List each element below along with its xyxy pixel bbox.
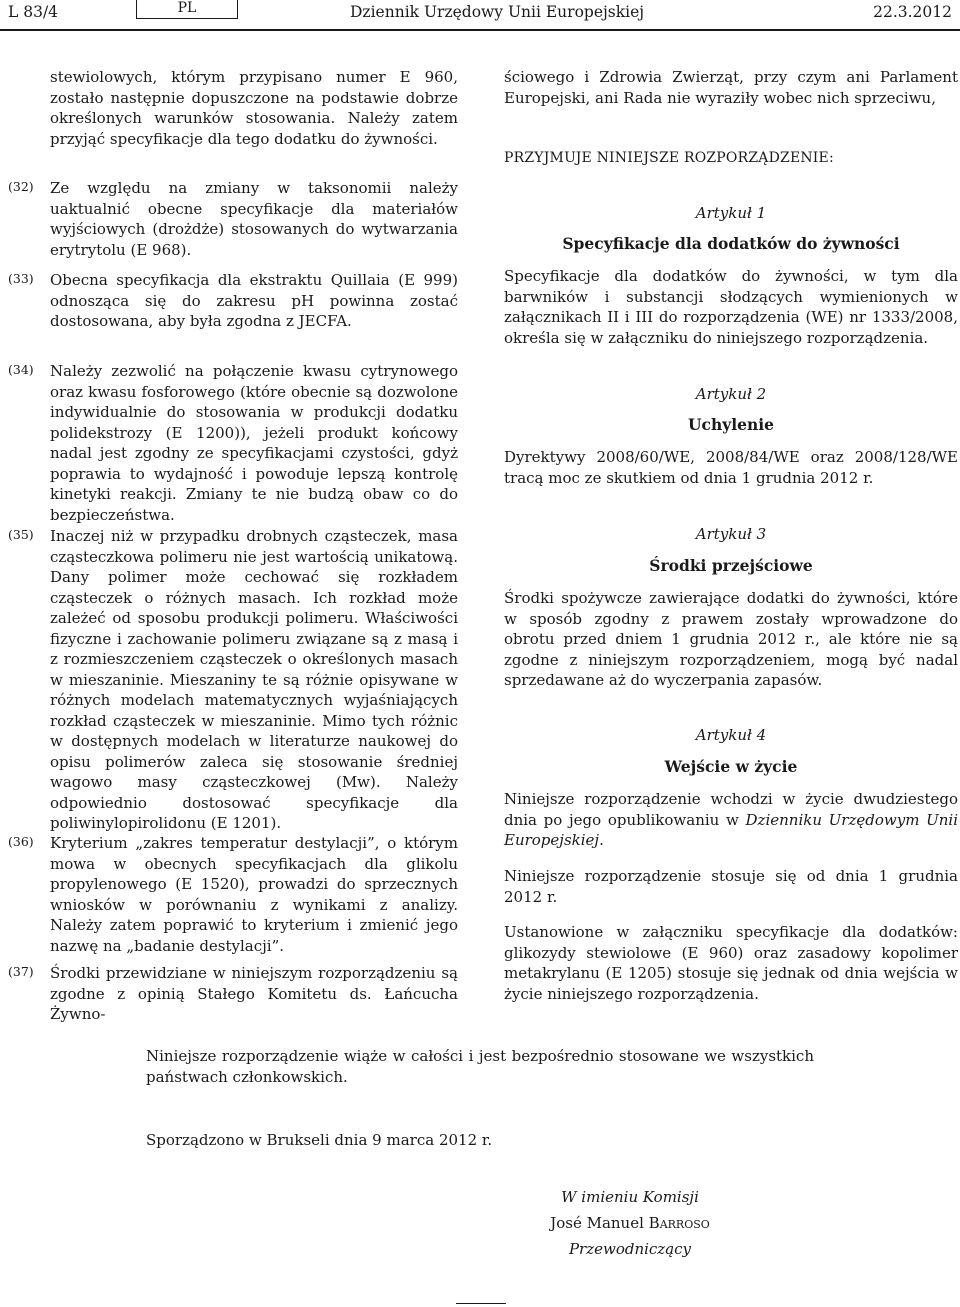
journal-reference: Dzienniku Urzędowym Unii Europejskiej bbox=[504, 810, 958, 849]
article-4-paragraph-3: Ustanowione w załączniku specyfikacje dla dodatków: glikozydy stewiolowe (E 960) oraz zasadowy kopolimer metakrylanu (E 1205) stosuje się jednak od dnia wejścia w życie niniejszego rozporządzenia. bbox=[504, 923, 958, 1003]
article-2-number: Artykuł 2 bbox=[695, 385, 767, 403]
issue-date: 22.3.2012 bbox=[873, 3, 952, 21]
article-1-number: Artykuł 1 bbox=[695, 204, 767, 222]
recital-number: (32) bbox=[8, 179, 34, 194]
recital-text: Środki przewidziane w niniejszym rozporządzeniu są zgodne z opinią Stałego Komitetu ds. Łańcucha Żywno- bbox=[50, 964, 458, 1023]
article-1-title: Specyfikacje dla dodatków do żywności bbox=[562, 234, 900, 253]
recital-34 bbox=[8, 361, 458, 525]
article-2-title: Uchylenie bbox=[688, 415, 774, 434]
article-2-paragraph: Dyrektywy 2008/60/WE, 2008/84/WE oraz 2008/128/WE tracą moc ze skutkiem od dnia 1 grudnia 2012 r. bbox=[504, 448, 958, 487]
recital-37 bbox=[8, 963, 458, 1025]
left-intro-paragraph: stewiolowych, którym przypisano numer E 960, zostało następnie dopuszczone na podstawie dobrze określonych warunków stosowania. Należy zatem przyjąć specyfikacje dla tego dodatku do żywności. bbox=[50, 68, 458, 148]
recital-text: Kryterium „zakres temperatur destylacji”, o którym mowa w obecnych specyfikacjach dla glikolu propylenowego (E 1520), prowadzi do sprzecznych wniosków w porównaniu z wynikami z analizy. Należy zatem poprawić to kryterium i zmienić jego nazwę na „badanie destylacji”. bbox=[50, 834, 458, 955]
journal-header bbox=[0, 0, 960, 24]
signatory-name bbox=[500, 1213, 760, 1233]
article-4-title: Wejście w życie bbox=[664, 757, 798, 776]
header-rule bbox=[0, 29, 960, 31]
recital-number: (35) bbox=[8, 527, 34, 542]
recital-text: Należy zezwolić na połączenie kwasu cytrynowego oraz kwasu fosforowego (które obecnie są dozwolone indywidualnie do stosowania w produkcji dodatku polidekstrozy (E 1200)), jeżeli produkt końcowy nadal jest zgodny ze specyfikacjami czystości, gdyż poprawia to wydajność i powoduje lepszą kontrolę kinetyki reakcji. Zmiany te nie budzą obaw co do bezpieczeństwa. bbox=[50, 362, 458, 524]
recital-number: (34) bbox=[8, 362, 34, 377]
recital-35 bbox=[8, 526, 458, 834]
recital-text: Inaczej niż w przypadku drobnych cząsteczek, masa cząsteczkowa polimeru nie jest wartością unikatową. Dany polimer może cechować się rozkładem cząsteczek o różnych masach. Ich rozkład może zależeć od sposobu produkcji polimeru. Właściwości fizyczne i zachowanie polimeru związane są z masą i z rozmieszczeniem cząsteczek o określonych masach w mieszaninie. Mieszaniny te są różnie opisywane w różnych modelach matematycznych wyjaśniających rozkład cząsteczek w mieszaninie. Mimo tych różnic w dostępnych modelach w literaturze naukowej do opisu polimerów zaleca się stosowanie średniej wagowo masy cząsteczkowej (Mw). Należy odpowiednio dostosować specyfikacje dla poliwinylopirolidonu (E 1201). bbox=[50, 527, 458, 832]
article-1-paragraph: Specyfikacje dla dodatków do żywności, w tym dla barwników i substancji słodzących wymienionych w załącznikach II i III do rozporządzenia (WE) nr 1333/2008, określa się w załączniku do niniejszego rozporządzenia. bbox=[504, 267, 958, 347]
right-intro-paragraph: ściowego i Zdrowia Zwierząt, przy czym ani Parlament Europejski, ani Rada nie wyraziły wobec nich sprzeciwu, bbox=[504, 68, 958, 107]
article-3-paragraph: Środki spożywcze zawierające dodatki do żywności, które w sposób zgodny z prawem zostały wprowadzone do obrotu przed dniem 1 grudnia 2012 r., ale które nie są zgodne z niniejszym rozporządzeniem, mogą być nadal sprzedawane aż do wyczerpania zapasów. bbox=[504, 589, 958, 689]
recital-number: (33) bbox=[8, 271, 34, 286]
signatory-first-name: José Manuel bbox=[550, 1214, 644, 1232]
end-rule bbox=[456, 1303, 506, 1304]
recital-32 bbox=[8, 178, 458, 260]
adoption-formula: PRZYJMUJE NINIEJSZE ROZPORZĄDZENIE: bbox=[504, 150, 834, 166]
recital-text: Ze względu na zmiany w taksonomii należy uaktualnić obecne specyfikacje dla materiałów wyjściowych (drożdże) stosowanych do wytwarzania erytrytolu (E 968). bbox=[50, 179, 458, 259]
article-3-title: Środki przejściowe bbox=[649, 556, 813, 575]
recital-text: Obecna specyfikacja dla ekstraktu Quillaia (E 999) odnosząca się do zakresu pH powinna zostać dostosowana, aby była zgodna z JECFA. bbox=[50, 271, 458, 330]
recital-33 bbox=[8, 270, 458, 332]
article-4-text: Niniejsze rozporządzenie wchodzi w życie dwudziestego dnia po jego opublikowaniu w bbox=[504, 790, 958, 829]
signature-on-behalf: W imieniu Komisji bbox=[561, 1188, 699, 1206]
article-4-number: Artykuł 4 bbox=[695, 726, 767, 744]
recital-number: (37) bbox=[8, 964, 34, 979]
article-3-number: Artykuł 3 bbox=[695, 525, 767, 543]
done-at: Sporządzono w Brukseli dnia 9 marca 2012 r. bbox=[146, 1131, 493, 1149]
signatory-surname: Barroso bbox=[648, 1214, 710, 1232]
page-reference: L 83/4 bbox=[8, 3, 59, 21]
binding-clause: Niniejsze rozporządzenie wiąże w całości i jest bezpośrednio stosowane we wszystkich państwach członkowskich. bbox=[146, 1047, 814, 1086]
signatory-role: Przewodniczący bbox=[568, 1240, 692, 1258]
article-4-paragraph-1 bbox=[504, 789, 958, 851]
language-box: PL bbox=[136, 0, 238, 19]
article-4-paragraph-2: Niniejsze rozporządzenie stosuje się od dnia 1 grudnia 2012 r. bbox=[504, 867, 958, 906]
recital-number: (36) bbox=[8, 834, 34, 849]
article-4-period: . bbox=[599, 831, 604, 849]
recital-36 bbox=[8, 833, 458, 956]
journal-title: Dziennik Urzędowy Unii Europejskiej bbox=[350, 3, 645, 21]
